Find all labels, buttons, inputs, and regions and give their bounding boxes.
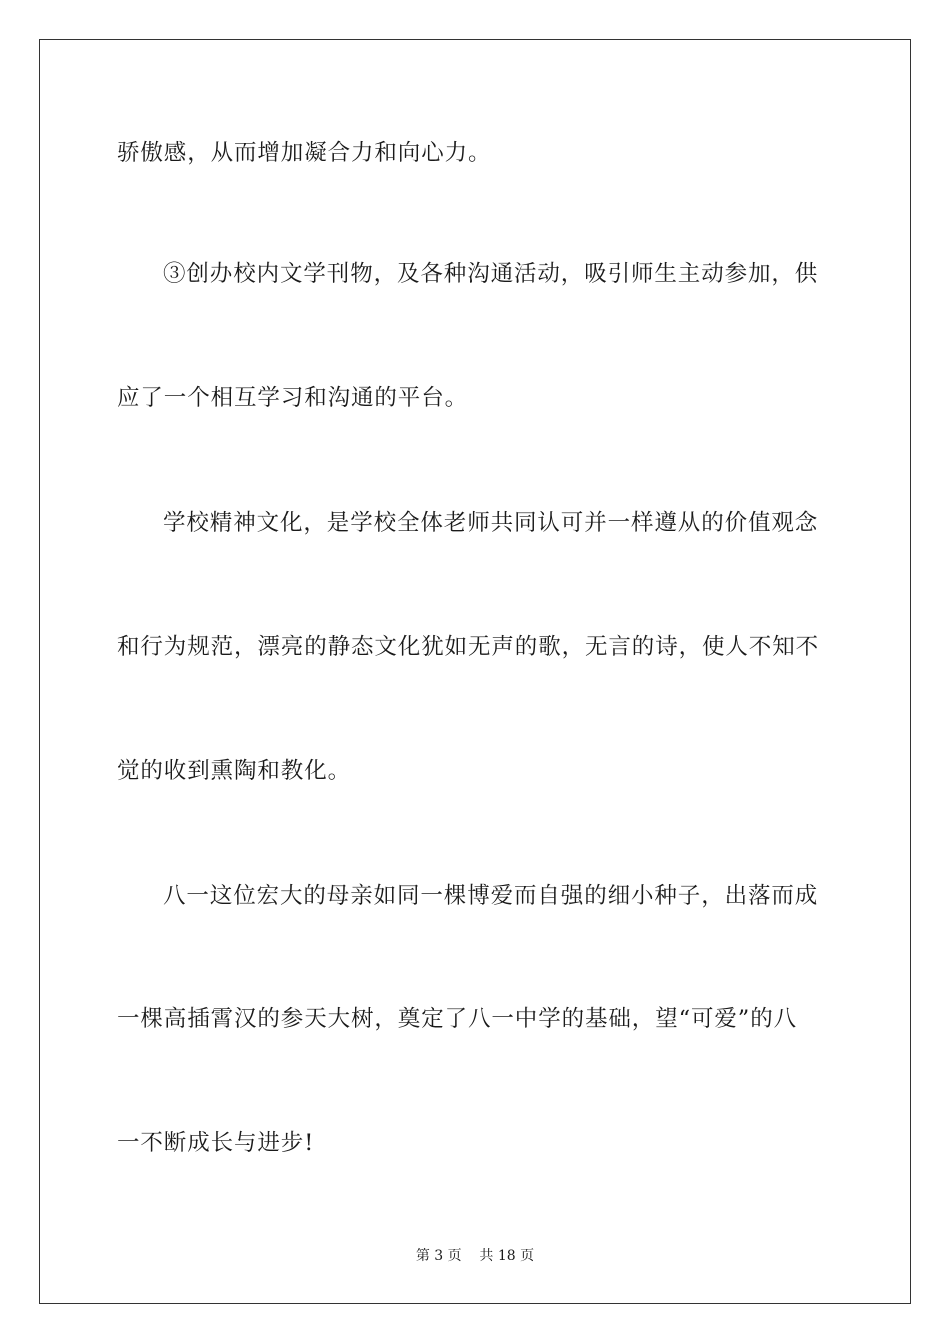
body-text-line: 学校精神文化，是学校全体老师共同认可并一样遵从的价值观念	[163, 510, 819, 536]
body-text-line: 骄傲感，从而增加凝合力和向心力。	[117, 140, 492, 166]
body-text-line: 一不断成长与进步!	[117, 1130, 315, 1156]
body-text-line: 和行为规范，漂亮的静态文化犹如无声的歌，无言的诗，使人不知不	[117, 634, 820, 660]
body-text-line: 应了一个相互学习和沟通的平台。	[117, 385, 469, 411]
body-text-line: ③创办校内文学刊物，及各种沟通活动，吸引师生主动参加，供	[163, 261, 819, 287]
body-text-line: 觉的收到熏陶和教化。	[117, 758, 352, 784]
page-border	[39, 39, 911, 1304]
body-text-line: 八一这位宏大的母亲如同一棵博爱而自强的细小种子，出落而成	[163, 883, 819, 909]
page-number-footer: 第 3 页 共 18 页	[415, 1248, 535, 1264]
body-text-line: 一棵高插霄汉的参天大树，奠定了八一中学的基础，望“可爱”的八	[117, 1006, 798, 1032]
